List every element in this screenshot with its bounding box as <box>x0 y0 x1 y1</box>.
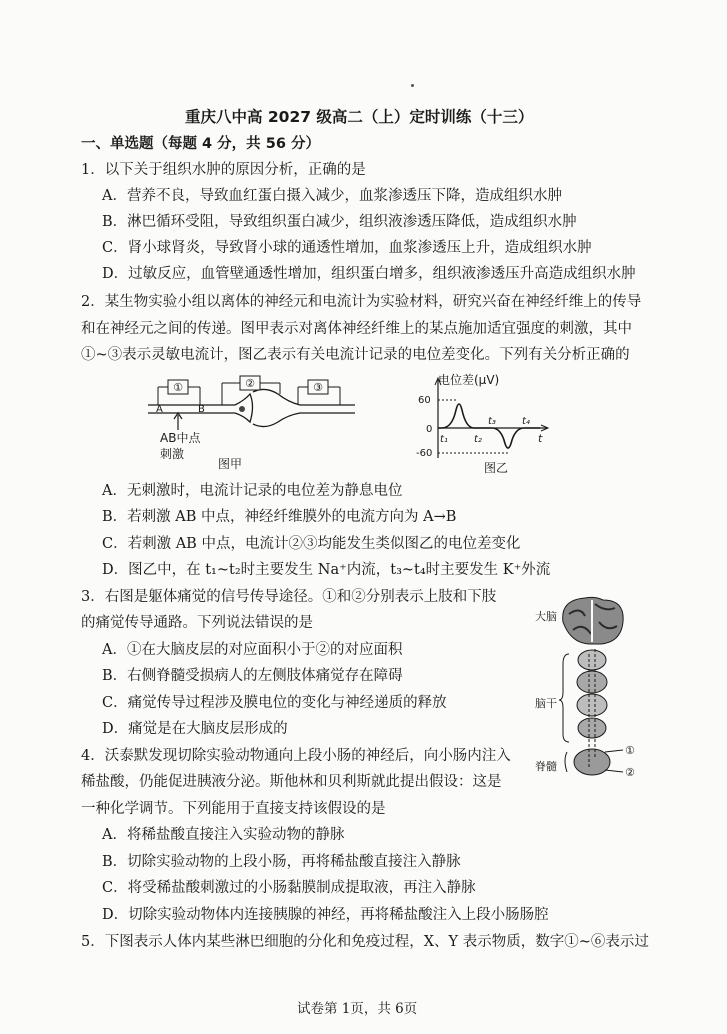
meter-1-label: ① <box>173 381 183 394</box>
question-4-option-d: D．切除实验动物体内连接胰腺的神经，再将稀盐酸注入上段小肠肠腔 <box>102 907 549 923</box>
figure-yi-caption: 图乙 <box>484 461 509 475</box>
section-heading: 一、单选题（每题 4 分，共 56 分） <box>81 136 320 152</box>
question-3-stem-line-2: 的痛觉传导通路。下列说法错误的是 <box>81 615 313 631</box>
meter-2-label: ② <box>245 377 255 390</box>
pathway-2-lead <box>605 770 623 772</box>
synaptic-vesicles <box>239 406 245 412</box>
ytick-zero: 0 <box>426 424 433 435</box>
question-2-stem-line-2: 和在神经元之间的传递。图甲表示对离体神经纤维上的某点施加适宜强度的刺激，其中 <box>81 321 632 337</box>
ytick-bottom: -60 <box>416 448 433 459</box>
ytick-top: 60 <box>418 395 431 406</box>
question-1-option-a: A．营养不良，导致血红蛋白摄入减少，血浆渗透压下降，造成组织水肿 <box>102 188 562 204</box>
point-b-label: B <box>198 404 205 415</box>
question-4-option-a: A．将稀盐酸直接注入实验动物的静脉 <box>102 827 345 843</box>
page-footer: 试卷第 1页，共 6页 <box>297 1001 418 1017</box>
question-1-option-d: D．过敏反应，血管壁通透性增加，组织蛋白增多，组织液渗透压升高造成组织水肿 <box>102 266 636 282</box>
scan-speck <box>411 84 414 87</box>
pathway-1-lead <box>605 750 623 752</box>
point-a-label: A <box>156 404 163 415</box>
question-3-option-d: D．痛觉是在大脑皮层形成的 <box>102 721 288 737</box>
question-1-option-b: B．淋巴循环受阻，导致组织蛋白减少，组织液渗透压降低，造成组织水肿 <box>102 214 577 230</box>
figure-yi-ylabel: 电位差(μV) <box>438 373 500 387</box>
question-3-option-b: B．右侧脊髓受损病人的左侧肢体痛觉存在障碍 <box>102 668 403 684</box>
question-4-stem-line-2: 稀盐酸，仍能促进胰液分泌。斯他林和贝利斯就此提出假设：这是 <box>81 774 502 790</box>
question-4-stem-line-1: 4．沃泰默发现切除实验动物通向上段小肠的神经后，向小肠内注入 <box>81 748 511 764</box>
question-2-option-a: A．无刺激时，电流计记录的电位差为静息电位 <box>102 483 403 499</box>
question-3-option-a: A．①在大脑皮层的对应面积小于②的对应面积 <box>102 642 403 658</box>
figure-yi-chart <box>412 370 562 475</box>
brainstem-bracket <box>559 654 569 742</box>
exam-title: 重庆八中高 2027 级高二（上）定时训练（十三） <box>185 108 534 126</box>
question-3-stem-line-1: 3．右图是躯体痛觉的信号传导途径。①和②分别表示上肢和下肢 <box>81 589 497 605</box>
question-2-option-d: D．图乙中，在 t₁~t₂时主要发生 Na⁺内流，t₃~t₄时主要发生 K⁺外流 <box>102 562 551 578</box>
question-4-option-c: C．将受稀盐酸刺激过的小肠黏膜制成提取液，再注入静脉 <box>102 880 476 896</box>
question-2-stem-line-1: 2．某生物实验小组以离体的神经元和电流计为实验材料，研究兴奋在神经纤维上的传导 <box>81 294 642 310</box>
brainstem-segment-1 <box>578 650 606 670</box>
tick-t4: t₄ <box>522 416 530 427</box>
brainstem-segment-2 <box>577 671 607 693</box>
meter-3-label: ③ <box>313 381 323 394</box>
stimulus-label-2: 刺激 <box>160 447 185 461</box>
tick-t3: t₃ <box>488 416 496 427</box>
tick-t1: t₁ <box>440 434 448 445</box>
question-4-option-b: B．切除实验动物的上段小肠，再将稀盐酸直接注入静脉 <box>102 854 461 870</box>
label-brainstem: 脑干 <box>535 697 557 710</box>
figure-jia-diagram <box>140 372 370 472</box>
question-2-stem-line-3: ①~③表示灵敏电流计，图乙表示有关电流计记录的电位差变化。下列有关分析正确的 <box>81 347 630 363</box>
pathway-2-marker: ② <box>625 766 635 779</box>
spinal-cord <box>574 749 610 775</box>
brainstem-segment-3 <box>577 694 607 716</box>
question-3-option-c: C．痛觉传导过程涉及膜电位的变化与神经递质的释放 <box>102 695 447 711</box>
pathway-1-marker: ① <box>625 744 635 757</box>
question-2-option-b: B．若刺激 AB 中点，神经纤维膜外的电流方向为 A→B <box>102 509 457 525</box>
pain-pathway-figure <box>535 592 645 792</box>
brainstem-segment-4 <box>578 718 606 738</box>
question-2-option-c: C．若刺激 AB 中点，电流计②③均能发生类似图乙的电位差变化 <box>102 536 521 552</box>
question-5-stem: 5．下图表示人体内某些淋巴细胞的分化和免疫过程，X、Y 表示物质，数字①~⑥表示过 <box>81 934 649 950</box>
label-brain: 大脑 <box>535 610 557 623</box>
spinal-bracket <box>565 752 567 772</box>
question-4-stem-line-3: 一种化学调节。下列能用于直接支持该假设的是 <box>81 801 386 817</box>
figure-jia-caption: 图甲 <box>218 457 243 471</box>
tick-t2: t₂ <box>474 434 482 445</box>
question-1-stem: 1．以下关于组织水肿的原因分析，正确的是 <box>81 162 366 178</box>
x-axis-label: t <box>538 432 543 445</box>
question-1-option-c: C．肾小球肾炎，导致肾小球的通透性增加，血浆渗透压上升，造成组织水肿 <box>102 240 592 256</box>
stimulus-label-1: AB中点 <box>160 431 201 445</box>
label-spinal-cord: 脊髓 <box>535 760 557 773</box>
